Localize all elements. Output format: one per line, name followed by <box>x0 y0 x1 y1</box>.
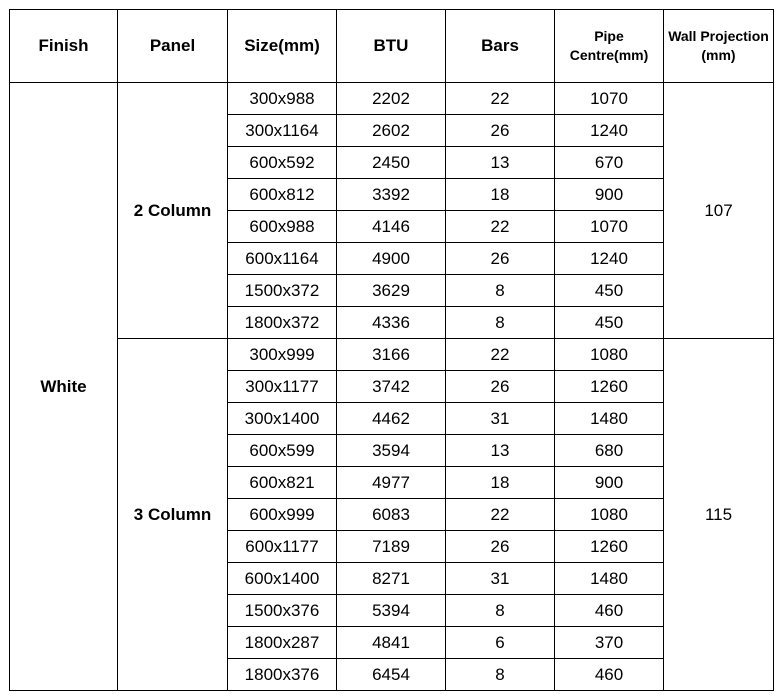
size-cell: 600x592 <box>228 147 337 179</box>
bars-cell: 26 <box>446 371 555 403</box>
pipe-centre-cell: 450 <box>555 307 664 339</box>
bars-cell: 13 <box>446 435 555 467</box>
bars-cell: 8 <box>446 307 555 339</box>
table-row <box>10 83 774 115</box>
pipe-centre-cell: 1260 <box>555 531 664 563</box>
bars-cell: 31 <box>446 403 555 435</box>
btu-cell: 2202 <box>337 83 446 115</box>
header-pipe-centre: Pipe Centre(mm) <box>555 10 664 83</box>
size-cell: 1800x372 <box>228 307 337 339</box>
btu-cell: 2602 <box>337 115 446 147</box>
bars-cell: 8 <box>446 595 555 627</box>
header-finish: Finish <box>10 10 118 83</box>
table-body <box>10 83 774 691</box>
btu-cell: 3166 <box>337 339 446 371</box>
pipe-centre-cell: 1480 <box>555 403 664 435</box>
panel-cell: 3 Column <box>118 339 228 691</box>
size-cell: 300x1164 <box>228 115 337 147</box>
pipe-centre-cell: 900 <box>555 179 664 211</box>
bars-cell: 31 <box>446 563 555 595</box>
wall-projection-cell: 107 <box>664 83 774 339</box>
pipe-centre-cell: 460 <box>555 659 664 691</box>
pipe-centre-cell: 460 <box>555 595 664 627</box>
btu-cell: 7189 <box>337 531 446 563</box>
size-cell: 1500x372 <box>228 275 337 307</box>
bars-cell: 13 <box>446 147 555 179</box>
header-row <box>10 10 774 83</box>
pipe-centre-cell: 1240 <box>555 115 664 147</box>
pipe-centre-cell: 1070 <box>555 83 664 115</box>
bars-cell: 22 <box>446 211 555 243</box>
header-wall-projection: Wall Projection(mm) <box>664 10 774 83</box>
btu-cell: 4146 <box>337 211 446 243</box>
btu-cell: 6083 <box>337 499 446 531</box>
pipe-centre-cell: 680 <box>555 435 664 467</box>
pipe-centre-cell: 670 <box>555 147 664 179</box>
bars-cell: 26 <box>446 531 555 563</box>
bars-cell: 8 <box>446 659 555 691</box>
size-cell: 600x812 <box>228 179 337 211</box>
btu-cell: 8271 <box>337 563 446 595</box>
bars-cell: 26 <box>446 243 555 275</box>
btu-cell: 3742 <box>337 371 446 403</box>
pipe-centre-cell: 1480 <box>555 563 664 595</box>
size-cell: 300x1177 <box>228 371 337 403</box>
size-cell: 600x1164 <box>228 243 337 275</box>
size-cell: 300x988 <box>228 83 337 115</box>
size-cell: 1800x376 <box>228 659 337 691</box>
radiator-spec-table <box>9 9 774 691</box>
bars-cell: 26 <box>446 115 555 147</box>
pipe-centre-cell: 1080 <box>555 499 664 531</box>
btu-cell: 3629 <box>337 275 446 307</box>
size-cell: 600x999 <box>228 499 337 531</box>
bars-cell: 6 <box>446 627 555 659</box>
btu-cell: 6454 <box>337 659 446 691</box>
pipe-centre-cell: 1240 <box>555 243 664 275</box>
size-cell: 1800x287 <box>228 627 337 659</box>
bars-cell: 22 <box>446 339 555 371</box>
btu-cell: 4977 <box>337 467 446 499</box>
bars-cell: 18 <box>446 467 555 499</box>
pipe-centre-cell: 1070 <box>555 211 664 243</box>
btu-cell: 5394 <box>337 595 446 627</box>
header-panel: Panel <box>118 10 228 83</box>
size-cell: 300x1400 <box>228 403 337 435</box>
size-cell: 600x1400 <box>228 563 337 595</box>
btu-cell: 4900 <box>337 243 446 275</box>
size-cell: 600x599 <box>228 435 337 467</box>
bars-cell: 22 <box>446 499 555 531</box>
size-cell: 1500x376 <box>228 595 337 627</box>
pipe-centre-cell: 1260 <box>555 371 664 403</box>
header-size: Size(mm) <box>228 10 337 83</box>
size-cell: 600x1177 <box>228 531 337 563</box>
wall-projection-cell: 115 <box>664 339 774 691</box>
panel-cell: 2 Column <box>118 83 228 339</box>
table-row <box>10 339 774 371</box>
finish-cell: White <box>10 83 118 691</box>
bars-cell: 8 <box>446 275 555 307</box>
btu-cell: 4462 <box>337 403 446 435</box>
pipe-centre-cell: 450 <box>555 275 664 307</box>
pipe-centre-cell: 1080 <box>555 339 664 371</box>
header-btu: BTU <box>337 10 446 83</box>
size-cell: 600x988 <box>228 211 337 243</box>
btu-cell: 4841 <box>337 627 446 659</box>
btu-cell: 3392 <box>337 179 446 211</box>
bars-cell: 22 <box>446 83 555 115</box>
btu-cell: 3594 <box>337 435 446 467</box>
header-bars: Bars <box>446 10 555 83</box>
btu-cell: 4336 <box>337 307 446 339</box>
pipe-centre-cell: 370 <box>555 627 664 659</box>
size-cell: 300x999 <box>228 339 337 371</box>
pipe-centre-cell: 900 <box>555 467 664 499</box>
table-header <box>10 10 774 83</box>
size-cell: 600x821 <box>228 467 337 499</box>
bars-cell: 18 <box>446 179 555 211</box>
btu-cell: 2450 <box>337 147 446 179</box>
